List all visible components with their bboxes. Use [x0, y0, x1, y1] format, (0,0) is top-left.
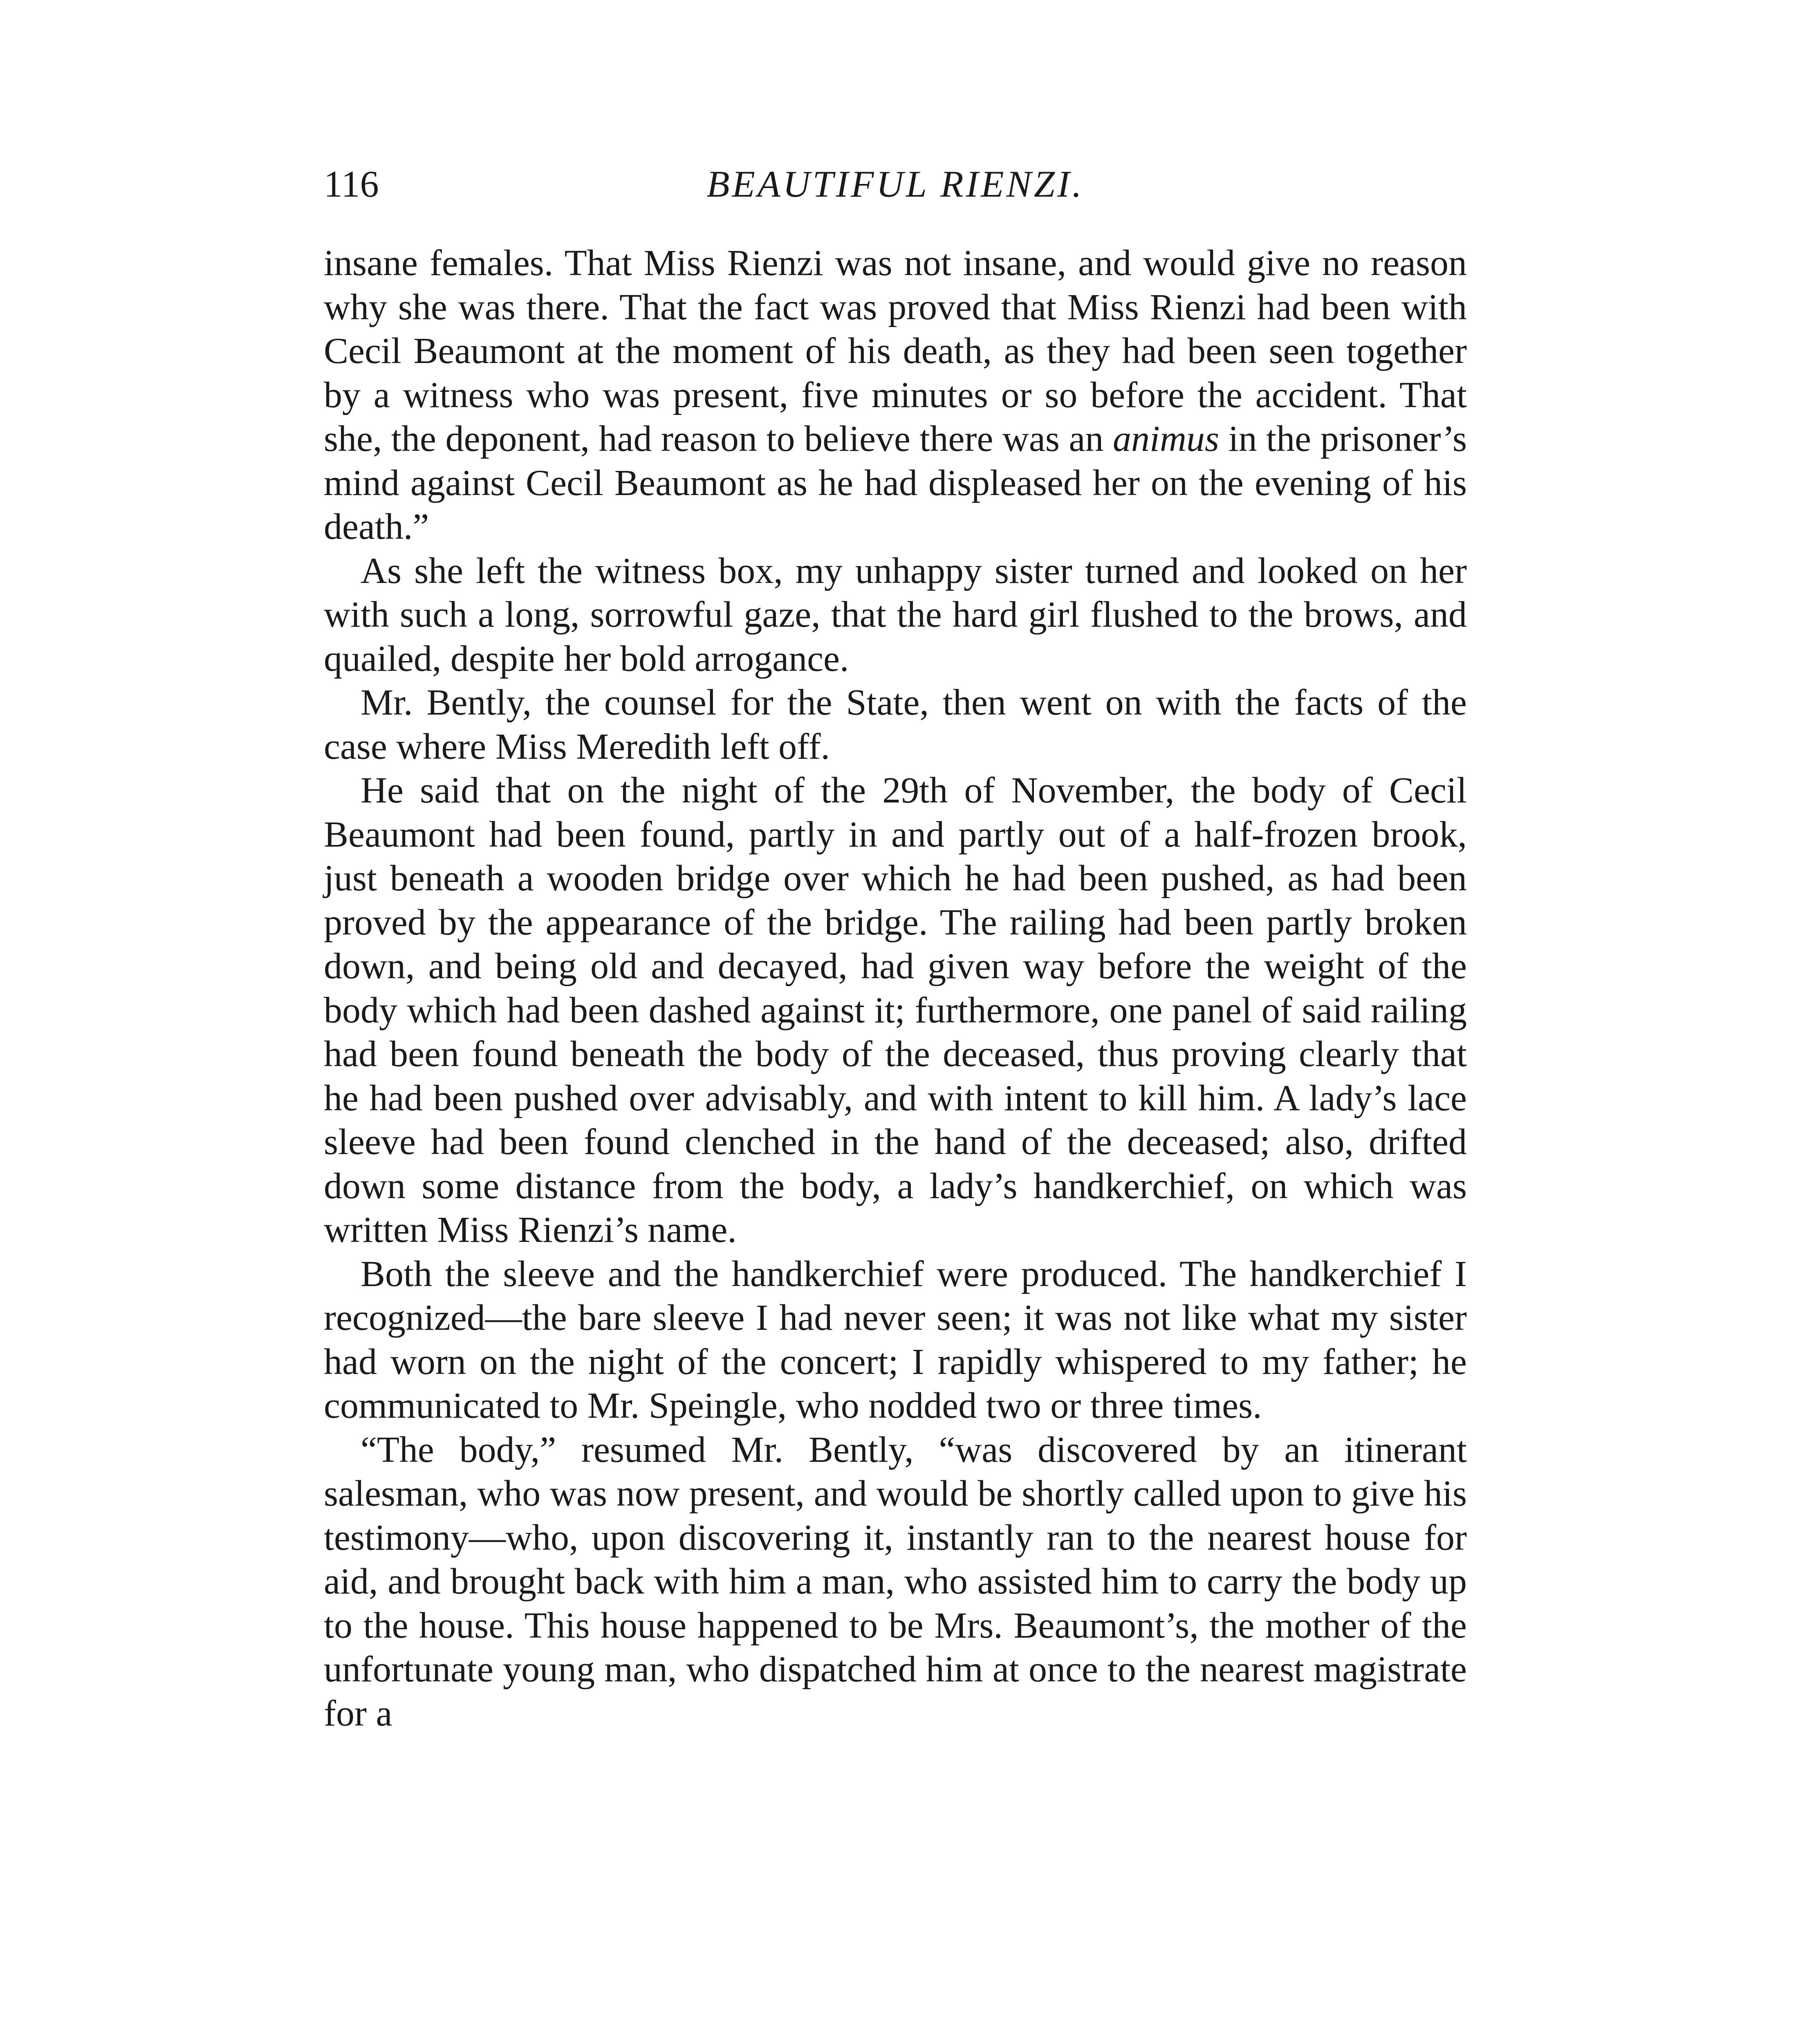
- running-head: [324, 161, 1467, 206]
- paragraph-5: Both the sleeve and the handkerchief were produced. The handkerchief I recognized—the bare sleeve I had never seen; it was not like what my sister had worn on the night of the concert; I rapidly whispered to my father; he communicated to Mr. Speingle, who nodded two or three times.: [324, 1253, 1467, 1426]
- body-text: [324, 241, 1467, 1735]
- paragraph-4: He said that on the night of the 29th of November, the body of Cecil Beaumont had been found, partly in and partly out of a half-frozen brook, just beneath a wooden bridge over which he had been pushed, as had been proved by the appearance of the bridge. The railing had been partly broken down, and being old and decayed, had given way before the weight of the body which had been dashed against it; furthermore, one panel of said railing had been found beneath the body of the deceased, thus proving clearly that he had been pushed over advisably, and with intent to kill him. A lady’s lace sleeve had been found clenched in the hand of the deceased; also, drifted down some distance from the body, a lady’s handkerchief, on which was written Miss Rienzi’s name.: [324, 770, 1467, 1250]
- paragraph-1: [324, 241, 1467, 549]
- page-number: 116: [324, 163, 379, 205]
- running-title: BEAUTIFUL RIENZI.: [706, 163, 1084, 205]
- paragraph-3: Mr. Bently, the counsel for the State, then went on with the facts of the case where Miss Meredith left off.: [324, 682, 1467, 767]
- paragraph-2: As she left the witness box, my unhappy sister turned and looked on her with such a long, sorrowful gaze, that the hard girl flushed to the brows, and quailed, despite her bold arrogance.: [324, 550, 1467, 679]
- paragraph-1-text-before: insane females. That Miss Rienzi was not insane, and would give no reason why she was there. That the fact was proved that Miss Rienzi had been with Cecil Beaumont at the moment of his death, as they had been seen together by a witness who was present, five minutes or so before the accident. That she, the deponent, had reason to believe there was an: [324, 243, 1467, 459]
- paragraph-1-text-after: in the prisoner’s mind against Cecil Beaumont as he had displeased her on the evening of his death.”: [324, 419, 1467, 547]
- paragraph-6: “The body,” resumed Mr. Bently, “was discovered by an itinerant salesman, who was now present, and would be shortly called upon to give his testimony—who, upon discovering it, instantly ran to the nearest house for aid, and brought back with him a man, who assisted him to carry the body up to the house. This house happened to be Mrs. Beaumont’s, the mother of the unfortunate young man, who dispatched him at once to the nearest magistrate for a: [324, 1429, 1467, 1734]
- italic-term: animus: [1113, 419, 1220, 459]
